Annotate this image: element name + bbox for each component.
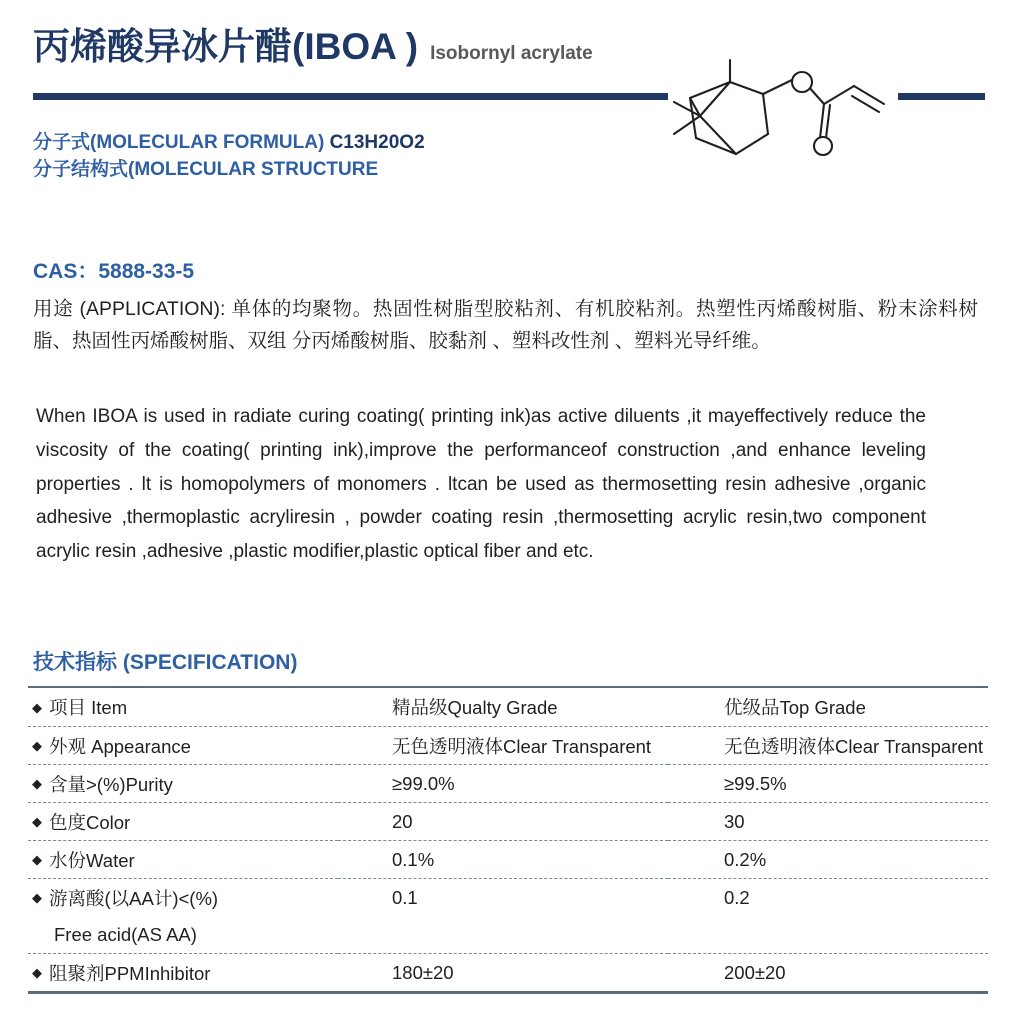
diamond-icon: ◆ [32, 852, 42, 867]
row-item-label: 水份Water [49, 849, 135, 871]
row-top-value [668, 879, 988, 954]
row-top-value-text: 无色透明液体Clear Transparent [724, 735, 984, 757]
row-top-value [668, 765, 988, 803]
row-item [28, 803, 338, 841]
row-item-label: 阻聚剂PPMInhibitor [49, 962, 211, 984]
formula-block [33, 130, 425, 184]
column-header-item [28, 687, 338, 727]
description-text: When IBOA is used in radiate curing coating( printing ink)as active diluents ,it mayeffectively reduce the viscosity of the coating( printing ink),improve the performanceof construction ,and enhance leveling properties . lt is homopolymers of monomers . ltcan be used as thermosetting resin adhesive ,organic adhesive ,thermoplastic acryliresin , powder coating resin ,thermosetting acrylic resin,two component acrylic resin ,adhesive ,plastic modifier,plastic optical fiber and etc. [36, 406, 926, 563]
molecular-formula-value: C13H20O2 [329, 132, 425, 153]
row-good-value-text: 0.1% [392, 848, 435, 870]
page-title: 丙烯酸异冰片醋(IBOA ) [33, 26, 419, 67]
page-subtitle: Isobornyl acrylate [430, 43, 593, 64]
column-header-good-grade [338, 687, 668, 727]
row-good-value [338, 954, 668, 993]
row-good-value [338, 841, 668, 879]
page-header [0, 0, 1020, 120]
row-good-value-text: 180±20 [392, 961, 454, 983]
table-row [28, 765, 988, 803]
row-top-value-text: 0.2% [724, 848, 767, 870]
row-item-label: 色度Color [49, 811, 131, 833]
specification-heading: 技术指标 (SPECIFICATION) [33, 651, 298, 674]
row-top-value-text: ≥99.5% [724, 772, 787, 794]
diamond-icon: ◆ [32, 890, 42, 905]
row-top-value [668, 727, 988, 765]
row-good-value [338, 879, 668, 954]
row-good-value-text: 0.1 [392, 886, 418, 908]
cas-number: CAS：5888-33-5 [33, 260, 195, 283]
row-good-value [338, 803, 668, 841]
row-top-value-text: 0.2 [724, 886, 750, 908]
column-header-good-grade-label: 精品级Qualty Grade [392, 697, 558, 718]
row-good-value-text: ≥99.0% [392, 772, 455, 794]
table-row [28, 727, 988, 765]
table-row [28, 954, 988, 993]
row-item-label: 外观 Appearance [49, 735, 191, 757]
row-item [28, 841, 338, 879]
molecular-formula-line [33, 130, 425, 157]
molecular-structure-label: 分子结构式(MOLECULAR STRUCTURE [33, 158, 379, 180]
row-top-value [668, 954, 988, 993]
row-item [28, 879, 338, 954]
row-item [28, 727, 338, 765]
row-top-value-text: 200±20 [724, 961, 786, 983]
row-good-value [338, 765, 668, 803]
diamond-icon: ◆ [32, 965, 42, 980]
row-good-value [338, 727, 668, 765]
diamond-icon: ◆ [32, 738, 42, 753]
title-row [33, 28, 593, 65]
row-good-value-text: 无色透明液体Clear Transparent [392, 735, 652, 757]
isobornyl-acrylate-structure-icon [668, 42, 898, 172]
table-header-row [28, 687, 988, 727]
row-item-label: 游离酸(以AA计)<(%) [49, 887, 219, 909]
molecular-formula-label: 分子式(MOLECULAR FORMULA) [33, 132, 325, 153]
table-row [28, 879, 988, 954]
diamond-icon: ◆ [32, 699, 42, 715]
application-text: 用途 (APPLICATION): 单体的均聚物。热固性树脂型胶粘剂、有机胶粘剂。热塑性丙烯酸树脂、粉末涂料树脂、热固性丙烯酸树脂、双组 分丙烯酸树脂、胶黏剂 、塑料改性剂 、塑料光导纤维。 [33, 298, 978, 352]
column-header-top-grade-label: 优级品Top Grade [724, 697, 866, 718]
row-item-label-line2: Free acid(AS AA) [54, 923, 197, 945]
row-item [28, 954, 338, 993]
diamond-icon: ◆ [32, 776, 42, 791]
row-item [28, 765, 338, 803]
row-top-value [668, 841, 988, 879]
specification-table [28, 686, 988, 994]
row-top-value [668, 803, 988, 841]
row-top-value-text: 30 [724, 810, 745, 832]
row-good-value-text: 20 [392, 810, 413, 832]
table-row [28, 841, 988, 879]
column-header-top-grade [668, 687, 988, 727]
row-item-label: 含量>(%)Purity [49, 773, 173, 795]
table-row [28, 803, 988, 841]
column-header-item-label: 项目 Item [49, 697, 128, 718]
diamond-icon: ◆ [32, 814, 42, 829]
